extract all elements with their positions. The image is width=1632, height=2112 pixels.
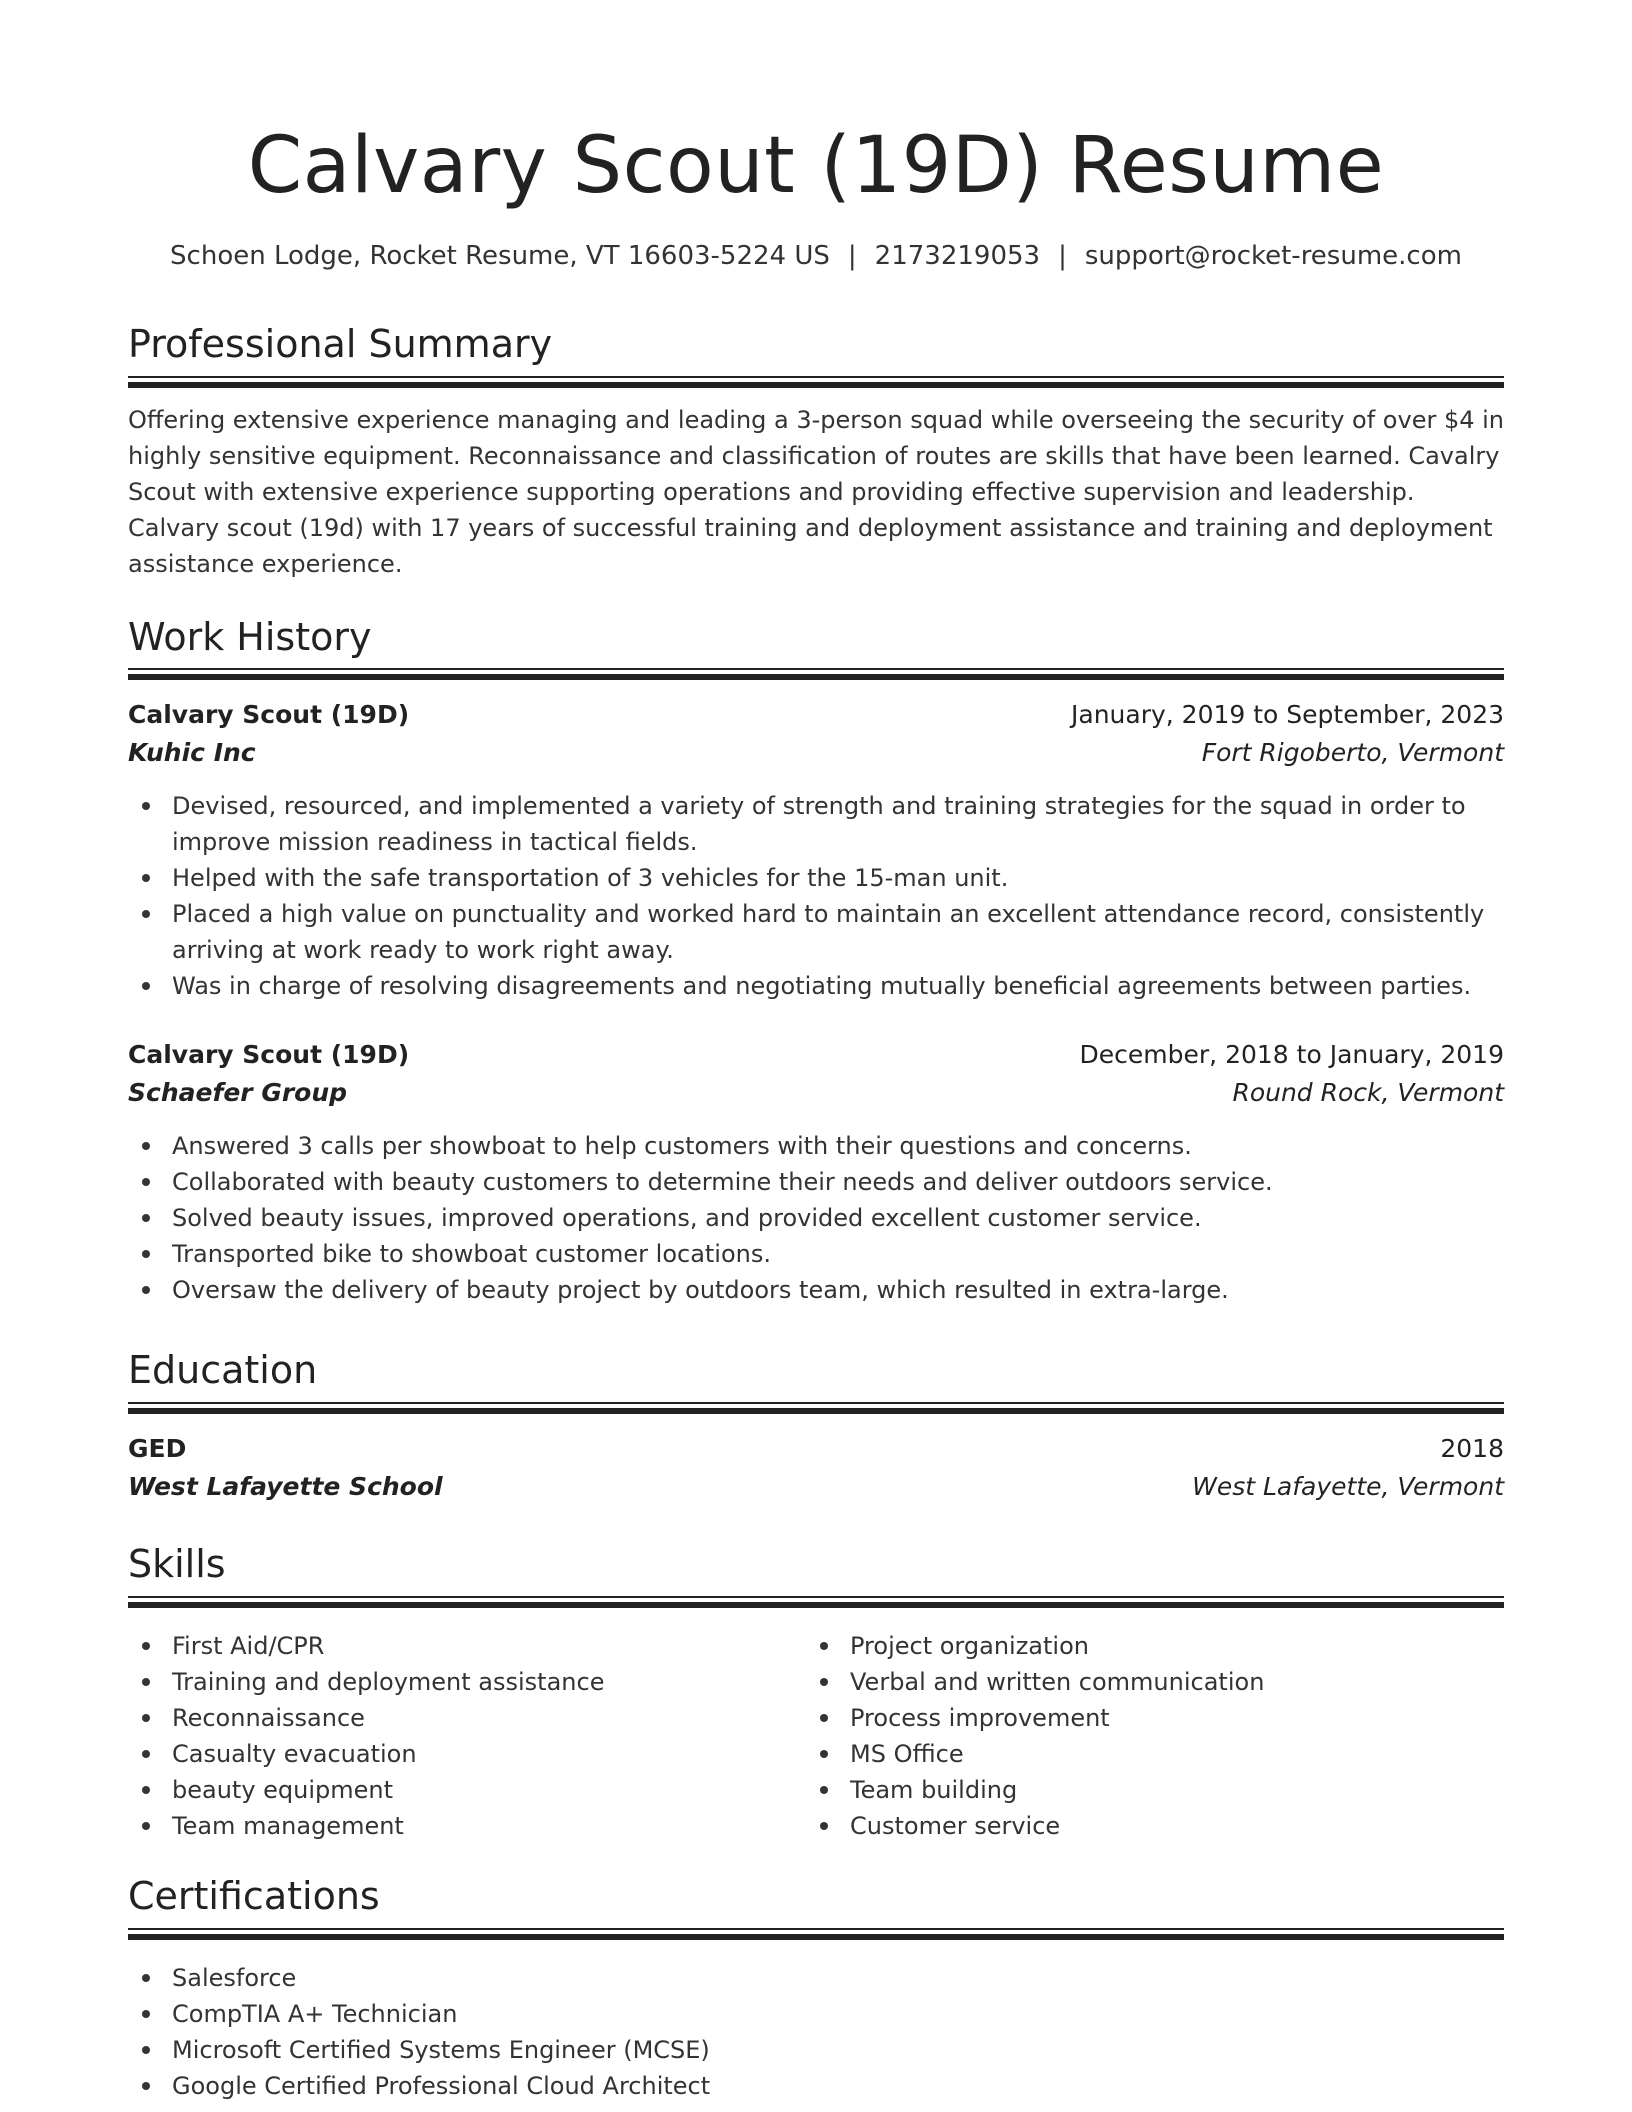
list-item: Placed a high value on punctuality and worked hard to maintain an excellent attendance record, consistently arriving at work ready to work right away. <box>128 896 1504 968</box>
section-divider-thick <box>128 1602 1504 1608</box>
job-company: Schaefer Group <box>128 1078 348 1107</box>
list-item: Verbal and written communication <box>806 1664 1466 1700</box>
contact-separator: | <box>847 241 857 271</box>
job-location: Round Rock, Vermont <box>1232 1078 1504 1107</box>
list-item: Microsoft Certified Systems Engineer (MCSE) <box>128 2032 1504 2068</box>
section-divider-thick <box>128 382 1504 388</box>
contact-separator: | <box>1058 241 1067 271</box>
summary-section-heading <box>128 318 1504 370</box>
section-divider-thick <box>128 674 1504 680</box>
section-title: Skills <box>128 1542 226 1586</box>
list-item: beauty equipment <box>128 1772 788 1808</box>
list-item: Was in charge of resolving disagreements and negotiating mutually beneficial agreements between parties. <box>128 968 1504 1004</box>
section-divider-thin <box>128 1928 1504 1930</box>
list-item: Training and deployment assistance <box>128 1664 788 1700</box>
skills-list-right <box>806 1628 1466 1844</box>
job-header <box>128 696 1504 734</box>
list-item: Customer service <box>806 1808 1466 1844</box>
job-header <box>128 1036 1504 1074</box>
education-school: West Lafayette School <box>128 1472 443 1501</box>
job-location: Fort Rigoberto, Vermont <box>1201 738 1504 767</box>
list-item: Team management <box>128 1808 788 1844</box>
job-dates: December, 2018 to January, 2019 <box>1079 1040 1504 1069</box>
skills-list-left <box>128 1628 788 1844</box>
list-item: Collaborated with beauty customers to determine their needs and deliver outdoors service. <box>128 1164 1504 1200</box>
section-title: Certifications <box>128 1874 380 1918</box>
list-item: Casualty evacuation <box>128 1736 788 1772</box>
list-item: Devised, resourced, and implemented a variety of strength and training strategies for the squad in order to improve mission readiness in tactical fields. <box>128 788 1504 860</box>
contact-line <box>128 236 1504 276</box>
list-item: CompTIA A+ Technician <box>128 1996 1504 2032</box>
list-item: Solved beauty issues, improved operations, and provided excellent customer service. <box>128 1200 1504 1236</box>
certifications-section-heading <box>128 1870 1504 1922</box>
job-title: Calvary Scout (19D) <box>128 1040 410 1069</box>
job-bullets <box>128 1128 1504 1308</box>
work-section-heading <box>128 611 1504 663</box>
section-divider-thin <box>128 1596 1504 1598</box>
list-item: First Aid/CPR <box>128 1628 788 1664</box>
list-item: MS Office <box>806 1736 1466 1772</box>
education-location: West Lafayette, Vermont <box>1192 1472 1504 1501</box>
education-degree: GED <box>128 1434 187 1463</box>
job-subheader <box>128 734 1504 772</box>
contact-address: Schoen Lodge, Rocket Resume, VT 16603-5224 US <box>170 241 830 271</box>
list-item: Oversaw the delivery of beauty project by outdoors team, which resulted in extra-large. <box>128 1272 1504 1308</box>
list-item: Salesforce <box>128 1960 1504 1996</box>
section-divider-thin <box>128 1402 1504 1404</box>
education-subheader <box>128 1468 1504 1506</box>
skills-section-heading <box>128 1538 1504 1590</box>
job-bullets <box>128 788 1504 1004</box>
education-header <box>128 1430 1504 1468</box>
contact-phone: 2173219053 <box>874 241 1041 271</box>
list-item: Process improvement <box>806 1700 1466 1736</box>
education-year: 2018 <box>1440 1434 1504 1463</box>
list-item: Transported bike to showboat customer locations. <box>128 1236 1504 1272</box>
certifications-list <box>128 1960 1504 2104</box>
list-item: Google Certified Professional Cloud Architect <box>128 2068 1504 2104</box>
list-item: Reconnaissance <box>128 1700 788 1736</box>
section-divider-thin <box>128 376 1504 378</box>
job-subheader <box>128 1074 1504 1112</box>
resume-title: Calvary Scout (19D) Resume <box>247 121 1385 211</box>
section-divider-thin <box>128 668 1504 670</box>
education-section-heading <box>128 1344 1504 1396</box>
summary-text: Offering extensive experience managing and leading a 3-person squad while overseeing the security of over $4 in highly sensitive equipment. Reconnaissance and classification of routes are skills that have been learned. Cavalry Scout with extensive experience supporting operations and providing effective supervision and leadership. Calvary scout (19d) with 17 years of successful training and deployment assistance and training and deployment assistance experience. <box>128 406 1505 578</box>
list-item: Project organization <box>806 1628 1466 1664</box>
list-item: Team building <box>806 1772 1466 1808</box>
section-divider-thick <box>128 1408 1504 1414</box>
section-title: Work History <box>128 615 372 659</box>
job-dates: January, 2019 to September, 2023 <box>1071 700 1504 729</box>
section-title: Education <box>128 1348 318 1392</box>
job-company: Kuhic Inc <box>128 738 256 767</box>
list-item: Answered 3 calls per showboat to help customers with their questions and concerns. <box>128 1128 1504 1164</box>
section-divider-thick <box>128 1934 1504 1940</box>
section-title: Professional Summary <box>128 322 553 366</box>
contact-email[interactable]: support@rocket-resume.com <box>1084 241 1462 271</box>
job-title: Calvary Scout (19D) <box>128 700 410 729</box>
list-item: Helped with the safe transportation of 3 vehicles for the 15-man unit. <box>128 860 1504 896</box>
